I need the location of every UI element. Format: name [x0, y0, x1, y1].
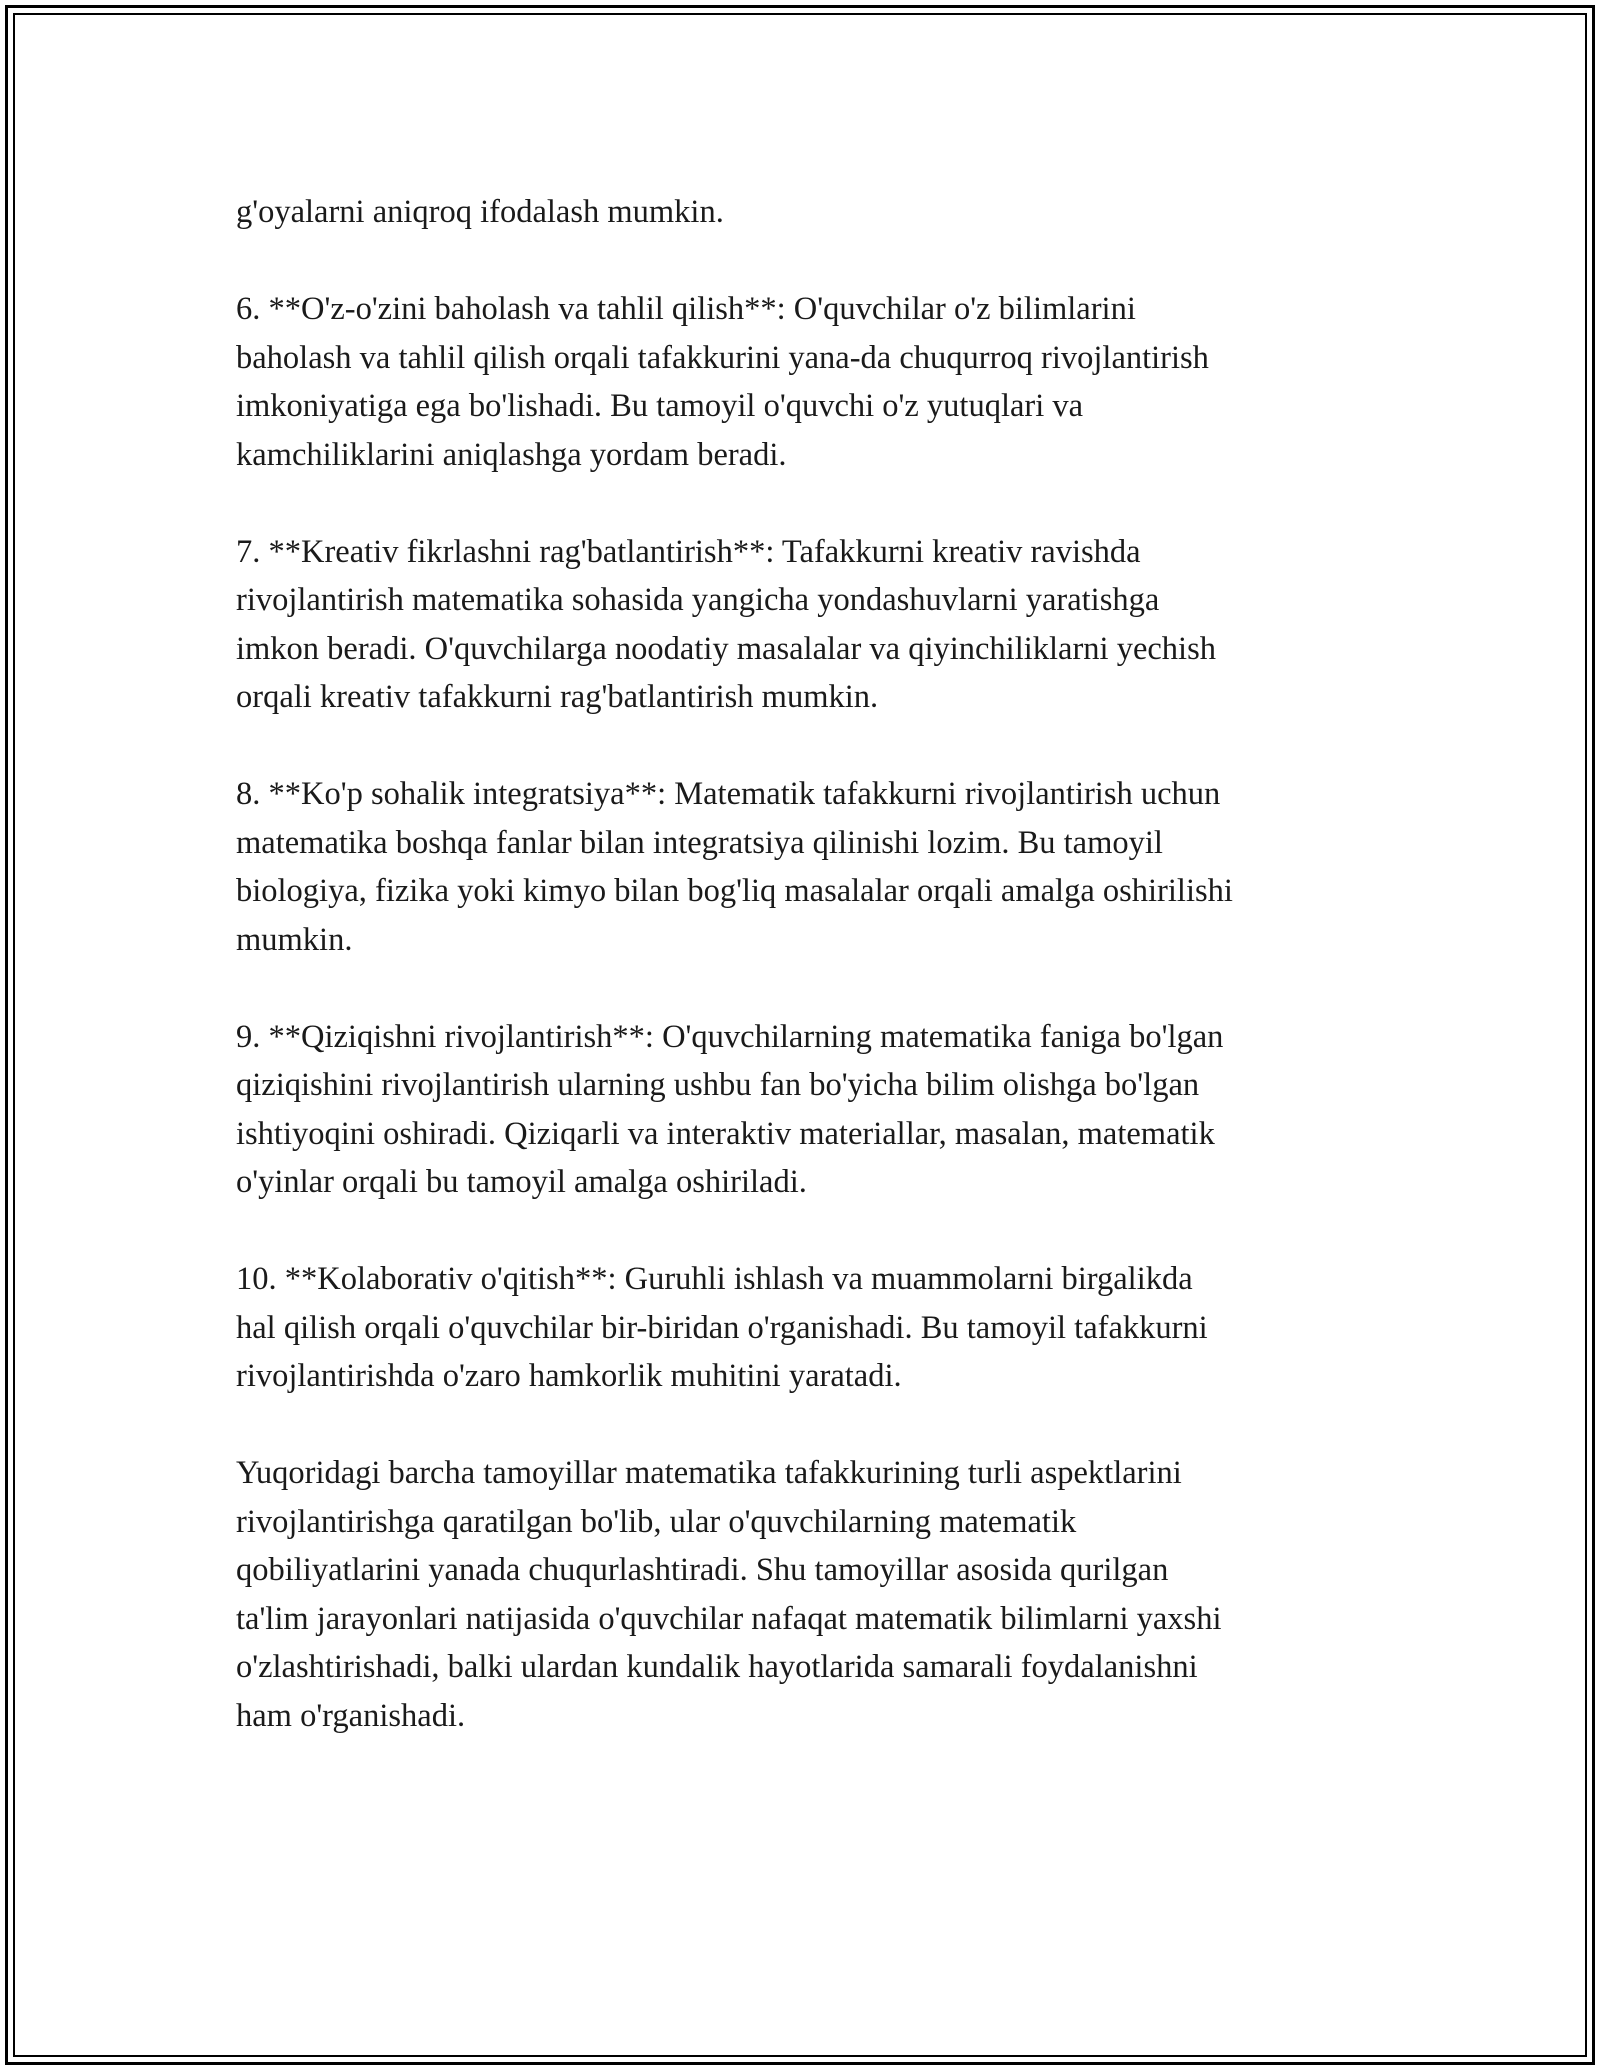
paragraph-conclusion: Yuqoridagi barcha tamoyillar matematika tafakkurining turli aspektlarini rivojlantirishga qaratilgan bo'lib, ular o'quvchilarning matematik qobiliyatlarini yanada chuqurlashtiradi. Shu tamoyillar asosida qurilgan ta'lim jarayonlari natijasida o'quvchilar nafaqat matematik bilimlarni yaxshi o'zlashtirishadi, balki ulardan kundalik hayotlarida samarali foydalanishni ham o'rganishadi. [236, 1455, 1222, 1734]
paragraph-item-10: 10. **Kolaborativ o'qitish**: Guruhli ishlash va muammolarni birgalikda hal qilish orqali o'quvchilar bir-biridan o'rganishadi. Bu tamoyil tafakkurni rivojlantirishda o'zaro hamkorlik muhitini yaratadi. [236, 1261, 1208, 1394]
paragraph-item-6: 6. **O'z-o'zini baholash va tahlil qilish**: O'quvchilar o'z bilimlarini baholash va tahlil qilish orqali tafakkurini yana-da chuqurroq rivojlantirish imkoniyatiga ega bo'lishadi. Bu tamoyil o'quvchi o'z yutuqlari va kamchiliklarini aniqlashga yordam beradi. [236, 291, 1209, 473]
paragraph-continuation: g'oyalarni aniqroq ifodalash mumkin. [236, 194, 724, 230]
paragraph-item-9: 9. **Qiziqishni rivojlantirish**: O'quvchilarning matematika faniga bo'lgan qiziqishini rivojlantirish ularning ushbu fan bo'yicha bilim olishga bo'lgan ishtiyoqini oshiradi. Qiziqarli va interaktiv materiallar, masalan, matematik o'yinlar orqali bu tamoyil amalga oshiriladi. [236, 1018, 1224, 1200]
paragraph-item-7: 7. **Kreativ fikrlashni rag'batlantirish**: Tafakkurni kreativ ravishda rivojlantirish matematika sohasida yangicha yondashuvlarni yaratishga imkon beradi. O'quvchilarga noodatiy masalalar va qiyinchiliklarni yechish orqali kreativ tafakkurni rag'batlantirish mumkin. [236, 533, 1216, 715]
paragraph-item-8: 8. **Ko'p sohalik integratsiya**: Matematik tafakkurni rivojlantirish uchun matematika boshqa fanlar bilan integratsiya qilinishi lozim. Bu tamoyil biologiya, fizika yoki kimyo bilan bog'liq masalalar orqali amalga oshirilishi mumkin. [236, 776, 1233, 958]
document-body [236, 188, 1376, 1740]
